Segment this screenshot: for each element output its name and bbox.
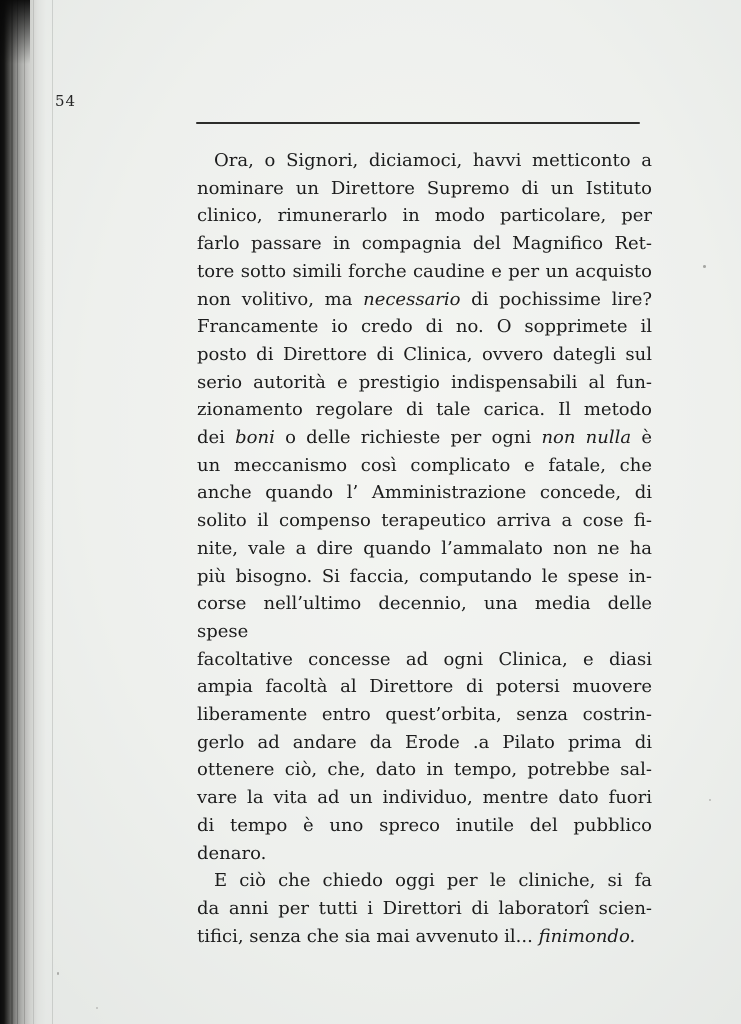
text-segment: ottenere ciò, che, dato in tempo, potrebbe sal-: [197, 759, 652, 781]
text-line: [197, 313, 652, 341]
scan-corner-shadow: [0, 0, 30, 64]
text-line: [197, 895, 652, 923]
scan-streak: [11, 0, 13, 1024]
text-segment: serio autorità e prestigio indispensabili al fun-: [197, 371, 652, 393]
text-segment: posto di Direttore di Clinica, ovvero dategli sul: [197, 343, 652, 365]
text-line: [197, 258, 652, 286]
scan-streak: [33, 0, 34, 1024]
text-segment: farlo passare in compagnia del Magnifico Ret-: [197, 233, 652, 255]
scan-speck: [57, 972, 59, 975]
text-segment: nite, vale a dire quando l’ammalato non ne ha: [197, 537, 652, 559]
text-line: [197, 202, 652, 230]
text-line: [197, 673, 652, 701]
italic-emphasis: non nulla: [541, 427, 632, 449]
text-segment: corse nell’ultimo decennio, una media delle spese: [197, 593, 652, 642]
scan-crease: [52, 0, 53, 1024]
text-segment: non volitivo, ma: [197, 288, 364, 310]
text-segment: tore sotto simili forche caudine e per un acquisto: [197, 260, 652, 282]
text-segment: o delle richieste per ogni: [274, 427, 542, 449]
text-segment: ampia facoltà al Direttore di potersi muovere: [197, 676, 652, 698]
text-line: [197, 590, 652, 645]
text-segment: denaro.: [197, 842, 267, 864]
text-line: [197, 812, 652, 840]
text-line: [197, 840, 652, 868]
text-line: [197, 424, 652, 452]
text-block: [197, 147, 652, 950]
text-line: [197, 646, 652, 674]
text-segment: facoltative concesse ad ogni Clinica, e diasi: [197, 648, 652, 670]
text-line: [197, 535, 652, 563]
text-line: [197, 479, 652, 507]
italic-emphasis: finimondo.: [538, 925, 636, 947]
scan-speck: [709, 799, 711, 801]
text-segment: è: [631, 427, 652, 449]
text-line: [197, 147, 652, 175]
italic-emphasis: boni: [235, 427, 275, 449]
text-line: [197, 756, 652, 784]
text-line: [197, 867, 652, 895]
text-segment: Ora, o Signori, diciamoci, havvi metticonto a: [214, 150, 652, 171]
scan-speck: [703, 265, 706, 268]
scan-binding-edge: [0, 0, 46, 1024]
text-line: [197, 286, 652, 314]
text-segment: da anni per tutti i Direttori di laboratorî scien-: [197, 897, 652, 919]
text-segment: dei: [197, 427, 236, 449]
text-segment: anche quando l’ Amministrazione concede, di: [197, 482, 652, 504]
text-line: [197, 230, 652, 258]
scan-streak: [24, 0, 25, 1024]
text-segment: vare la vita ad un individuo, mentre dato fuori: [197, 787, 652, 809]
text-line: [197, 507, 652, 535]
text-line: [197, 396, 652, 424]
scan-streak: [17, 0, 18, 1024]
italic-emphasis: necessario: [363, 288, 461, 310]
text-segment: un meccanismo così complicato e fatale, che: [197, 454, 652, 476]
page-number: 54: [55, 92, 77, 110]
text-segment: di tempo è uno spreco inutile del pubblico: [197, 814, 652, 836]
text-segment: più bisogno. Si faccia, computando le spese in-: [197, 565, 652, 587]
text-line: [197, 701, 652, 729]
scan-speck: [96, 1007, 98, 1009]
text-segment: Francamente io credo di no. O sopprimete il: [197, 316, 652, 338]
header-rule: [196, 122, 640, 124]
text-segment: nominare un Direttore Supremo di un Istituto: [197, 177, 652, 199]
text-segment: gerlo ad andare da Erode .a Pilato prima di: [197, 731, 652, 753]
text-line: [197, 563, 652, 591]
text-line: [197, 784, 652, 812]
text-segment: tifici, senza che sia mai avvenuto il...: [197, 925, 539, 947]
text-segment: liberamente entro quest’orbita, senza costrin-: [197, 704, 652, 726]
text-segment: solito il compenso terapeutico arriva a cose fi-: [197, 510, 652, 532]
text-segment: zionamento regolare di tale carica. Il metodo: [197, 399, 652, 421]
text-segment: di pochissime lire?: [460, 288, 652, 310]
text-line: [197, 175, 652, 203]
text-segment: clinico, rimunerarlo in modo particolare, per: [197, 205, 652, 227]
text-line: [197, 369, 652, 397]
text-line: [197, 923, 652, 951]
text-segment: E ciò che chiedo oggi per le cliniche, si fa: [214, 870, 652, 892]
text-line: [197, 729, 652, 757]
text-line: [197, 341, 652, 369]
text-line: [197, 452, 652, 480]
